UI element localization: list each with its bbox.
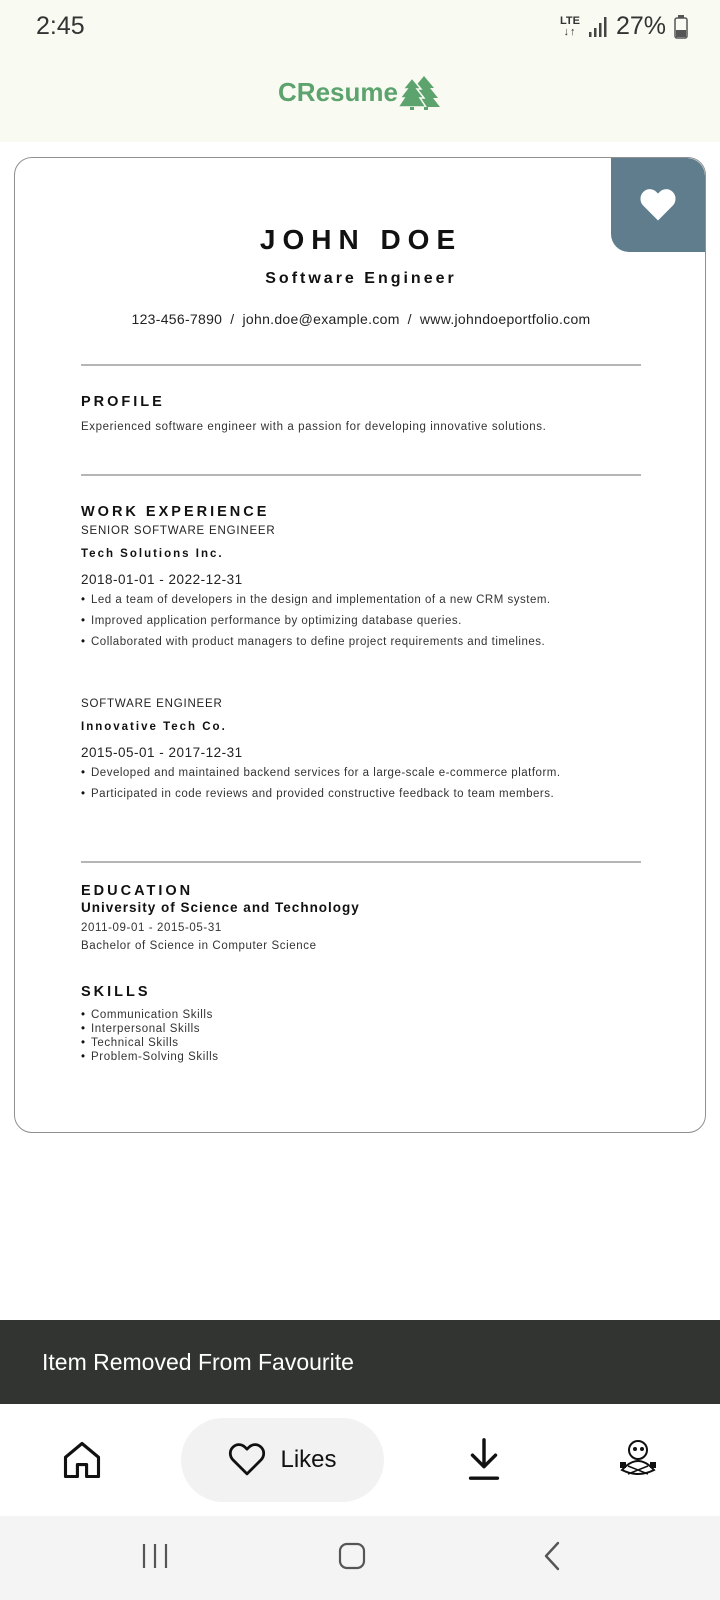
education-school: University of Science and Technology [81, 900, 360, 915]
resume-role: Software Engineer [265, 270, 457, 287]
contact-phone: 123-456-7890 [131, 311, 223, 327]
list-item: • Participated in code reviews and provided constructive feedback to team members. [81, 784, 591, 804]
snackbar [0, 1320, 720, 1404]
list-item: • Improved application performance by optimizing database queries. [81, 611, 591, 631]
back-icon[interactable] [540, 1540, 566, 1572]
nav-likes-button[interactable] [181, 1418, 384, 1502]
list-item: • Interpersonal Skills [81, 1022, 219, 1036]
resume-name: JOHN DOE [259, 224, 463, 255]
resume-card[interactable] [14, 157, 706, 1133]
list-item: • Developed and maintained backend services for a large-scale e-commerce platform. [81, 763, 591, 783]
nav-profile-button[interactable] [616, 1436, 660, 1480]
education-degree: Bachelor of Science in Computer Science [81, 940, 317, 952]
system-nav-bar [0, 1516, 720, 1600]
brand-logo [0, 74, 720, 110]
recent-apps-icon[interactable] [140, 1540, 170, 1572]
contact-line: 123-456-7890 / john.doe@example.com / www.johndoeportfolio.com [131, 311, 591, 327]
nav-download-button[interactable] [464, 1436, 504, 1482]
download-icon [464, 1436, 504, 1482]
nav-likes-label: Likes [280, 1446, 337, 1473]
list-item: • Technical Skills [81, 1036, 219, 1050]
profile-heading: PROFILE [81, 394, 165, 410]
work-heading: WORK EXPERIENCE [81, 504, 270, 520]
battery-percent: 27% [615, 12, 666, 40]
nav-home-button[interactable] [60, 1438, 104, 1482]
brand-name: CResume [278, 76, 398, 107]
trees-icon [398, 74, 442, 110]
divider [81, 474, 641, 476]
heart-outline-icon [228, 1443, 266, 1477]
contact-website: www.johndoeportfolio.com [419, 311, 591, 327]
job-dates: 2015-05-01 - 2017-12-31 [81, 745, 243, 760]
heart-icon [639, 188, 677, 222]
education-heading: EDUCATION [81, 883, 194, 899]
battery-icon [674, 15, 688, 39]
education-dates: 2011-09-01 - 2015-05-31 [81, 922, 222, 934]
list-item: • Collaborated with product managers to define project requirements and timelines. [81, 632, 591, 652]
job-dates: 2018-01-01 - 2022-12-31 [81, 572, 243, 587]
job-title: SENIOR SOFTWARE ENGINEER [81, 525, 276, 537]
job-bullets [81, 590, 591, 653]
home-icon [60, 1438, 104, 1482]
status-time: 2:45 [36, 12, 85, 40]
job-title: SOFTWARE ENGINEER [81, 698, 223, 710]
app-header [0, 0, 720, 142]
divider [81, 364, 641, 366]
contact-email: john.doe@example.com [242, 311, 400, 327]
skills-list [81, 1008, 219, 1064]
list-item: • Communication Skills [81, 1008, 219, 1022]
job-company: Innovative Tech Co. [81, 721, 227, 733]
divider [81, 861, 641, 863]
status-icons [560, 12, 688, 41]
job-bullets [81, 763, 591, 805]
profile-text: Experienced software engineer with a passion for developing innovative solutions. [81, 421, 547, 433]
signal-icon [588, 16, 608, 38]
profile-avatar-icon [616, 1436, 660, 1480]
lte-icon: LTE ↓↑ [559, 14, 580, 38]
list-item: • Led a team of developers in the design and implementation of a new CRM system. [81, 590, 591, 610]
snackbar-message: Item Removed From Favourite [42, 1348, 354, 1375]
home-system-icon[interactable] [336, 1540, 368, 1572]
bottom-nav [0, 1404, 720, 1516]
list-item: • Problem-Solving Skills [81, 1050, 219, 1064]
skills-heading: SKILLS [81, 984, 151, 1000]
job-company: Tech Solutions Inc. [81, 548, 224, 560]
